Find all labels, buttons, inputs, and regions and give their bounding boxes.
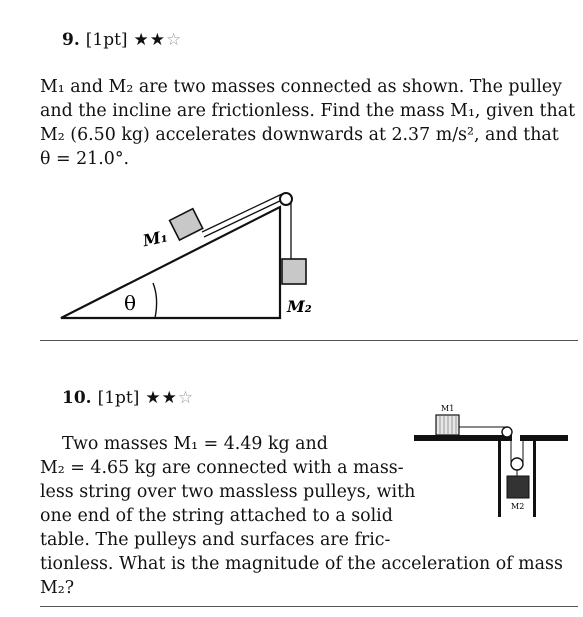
text-line: one end of the string attached to a solid <box>40 506 393 526</box>
star-filled-icon: ★ <box>161 388 178 408</box>
problem-points: [1pt] <box>97 388 140 408</box>
text-line: M₂? <box>40 578 75 598</box>
string-incline <box>204 199 284 237</box>
text-line: M₂ = 4.65 kg are connected with a mass- <box>40 458 404 478</box>
divider <box>40 340 578 341</box>
m1-label: M₁ <box>141 226 170 251</box>
problem-points: [1pt] <box>85 30 128 50</box>
star-filled-icon: ★ <box>145 388 162 408</box>
problem-10-text <box>40 432 576 600</box>
block-m1 <box>170 209 203 240</box>
theta-label: θ <box>124 291 137 315</box>
text-line: M₁ and M₂ are two masses connected as shown. The pulley <box>40 77 562 97</box>
star-empty-icon: ☆ <box>177 388 195 408</box>
problem-number: 10. <box>62 388 92 408</box>
text-line: and the incline are frictionless. Find the mass M₁, given that <box>40 101 576 121</box>
text-line: θ = 21.0°. <box>40 149 130 169</box>
problem-number: 9. <box>62 30 80 50</box>
m2-label: M2 <box>511 502 525 511</box>
text-line: M₂ (6.50 kg) accelerates downwards at 2.37 m/s², and that <box>40 125 559 145</box>
block-m2 <box>282 259 306 284</box>
angle-arc <box>153 283 157 318</box>
difficulty-stars <box>145 388 194 408</box>
text-line: Two masses M₁ = 4.49 kg and <box>62 434 328 454</box>
text-line: table. The pulleys and surfaces are fric- <box>40 530 391 550</box>
divider <box>40 606 578 607</box>
problem-10-header <box>62 388 194 408</box>
pulley-icon <box>280 193 292 205</box>
star-filled-icon: ★ <box>149 30 167 50</box>
star-filled-icon: ★ <box>133 30 150 50</box>
star-empty-icon: ☆ <box>166 30 183 50</box>
m1-label: M1 <box>441 404 455 413</box>
text-line: tionless. What is the magnitude of the acceleration of mass <box>40 554 563 574</box>
text-line: less string over two massless pulleys, with <box>40 482 416 502</box>
m2-label: M₂ <box>287 297 312 316</box>
